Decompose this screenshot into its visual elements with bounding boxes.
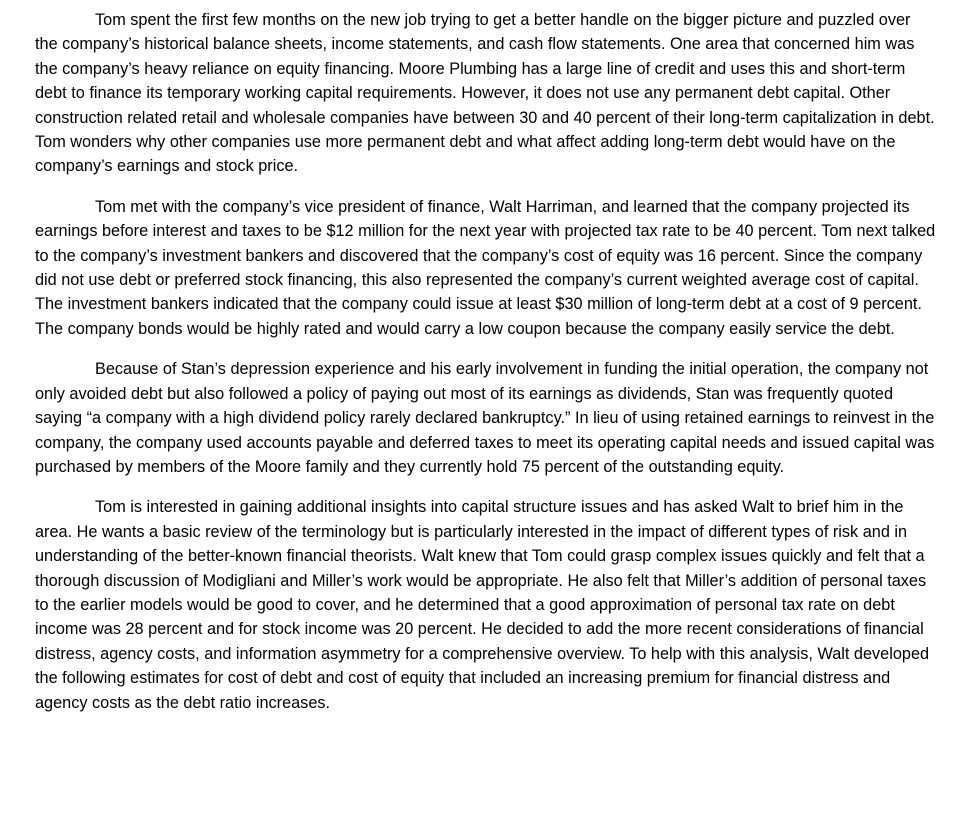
paragraph-2: Tom met with the company’s vice president of finance, Walt Harriman, and learned that the company projected its earnings before interest and taxes to be $12 million for the next year with projected tax rate to be 40 percent. Tom next talked to the company’s investment bankers and discovered that the company’s cost of equity was 16 percent. Since the company did not use debt or preferred stock financing, this also represented the company’s current weighted average cost of capital. The investment bankers indicated that the company could issue at least $30 million of long-term debt at a cost of 9 percent. The company bonds would be highly rated and would carry a low coupon because the company easily service the debt. [35,197,936,338]
paragraph-3: Because of Stan’s depression experience and his early involvement in funding the initial operation, the company not only avoided debt but also followed a policy of paying out most of its earnings as dividends, Stan was frequently quoted saying “a company with a high dividend policy rarely declared bankruptcy.” In lieu of using retained earnings to reinvest in the company, the company used accounts payable and deferred taxes to meet its operating capital needs and issued capital was purchased by members of the Moore family and they currently hold 75 percent of the outstanding equity. [35,360,935,476]
paragraph-1: Tom spent the first few months on the new job trying to get a better handle on the bigger picture and puzzled over the company’s historical balance sheets, income statements, and cash flow statements. One area that concerned him was the company’s heavy reliance on equity financing. Moore Plumbing has a large line of credit and uses this and short-term debt to finance its temporary working capital requirements. However, it does not use any permanent debt capital. Other construction related retail and wholesale companies have between 30 and 40 percent of their long-term capitalization in debt. Tom wonders why other companies use more permanent debt and what affect adding long-term debt would have on the company’s earnings and stock price. [35,11,935,176]
paragraph-4: Tom is interested in gaining additional insights into capital structure issues and has asked Walt to brief him in the area. He wants a basic review of the terminology but is particularly interested in the impact of different types of risk and in understanding of the better-known financial theorists. Walt knew that Tom could grasp complex issues quickly and felt that a thorough discussion of Modigliani and Miller’s work would be appropriate. He also felt that Miller’s addition of personal taxes to the earlier models would be good to cover, and he determined that a good approximation of personal tax rate on debt income was 28 percent and for stock income was 20 percent. He decided to add the more recent considerations of financial distress, agency costs, and information asymmetry for a comprehensive overview. To help with this analysis, Walt developed the following estimates for cost of debt and cost of equity that included an increasing premium for financial distress and agency costs as the debt ratio increases. [35,498,930,712]
